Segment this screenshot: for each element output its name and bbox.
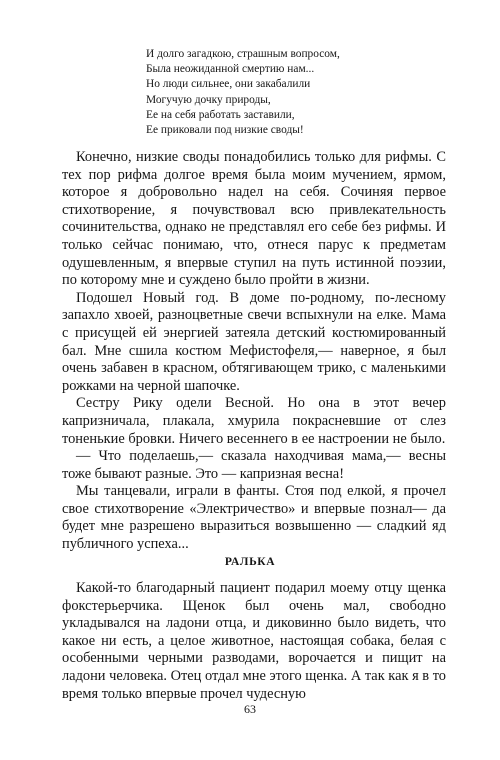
paragraph: Подошел Новый год. В доме по-родному, по-лесному запахло хвоей, разноцветные свечи вспыхнули на елке. Мама с присущей ей энергией затеяла детский костюмированный бал. Мне сшила костюм Мефистофеля,— наверное, я был очень забавен в красном, обтягивающем трико, с маленькими рожками на черной шапочке. [62, 289, 446, 394]
paragraph: Какой-то благодарный пациент подарил моему отцу щенка фокстерьерчика. Щенок был очень мал, свободно укладывался на ладони отца, и диковинно было видеть, что какое ни есть, а целое животное, настоящая собака, белая с особенными черными разводами, ворочается и пищит на ладони человека. Отец отдал мне этого щенка. А так как я в то время только впервые прочел чудесную [62, 580, 446, 702]
poem-stanza [146, 47, 466, 138]
paragraph: Конечно, низкие своды понадобились только для рифмы. С тех пор рифма долгое время была моим мучением, ярмом, которое я добровольно надел на себя. Сочиняя первое стихотворение, я почувствовал всю привлекательность сочинительства, однако не представлял его себе без рифмы. И только сейчас понимаю, что, отнеся парус к предметам одушевленным, я впервые ступил на путь истинной поэзии, по которому мне и суждено было пройти в жизни. [62, 149, 446, 289]
chapter-heading: РАЛЬКА [224, 556, 276, 568]
paragraph: — Что поделаешь,— сказала находчивая мама,— весны тоже бывают разные. Это — капризная весна! [62, 448, 446, 482]
paragraph: Мы танцевали, играли в фанты. Стоя под елкой, я прочел свое стихотворение «Электричество» и впервые познал— да будет мне разрешено выразиться возвышенно — сладкий яд публичного успеха... [62, 483, 446, 553]
paragraph: Сестру Рику одели Весной. Но она в этот вечер капризничала, плакала, хмурила покрасневшие от слез тоненькие бровки. Ничего весеннего в ее настроении не было. [62, 395, 446, 447]
poem-line: Была неожиданной смертию нам... [146, 63, 315, 76]
poem-line: Могучую дочку природы, [146, 93, 271, 106]
poem-line: Ее приковали под низкие своды! [146, 124, 304, 137]
prose-block [62, 149, 446, 554]
poem-line: Но люди сильнее, они закабалили [146, 78, 311, 91]
prose-block [62, 580, 446, 703]
poem-line: И долго загадкою, страшным вопросом, [146, 48, 340, 60]
poem-line: Ее на себя работать заставили, [146, 108, 295, 121]
page-number: 63 [244, 702, 256, 716]
